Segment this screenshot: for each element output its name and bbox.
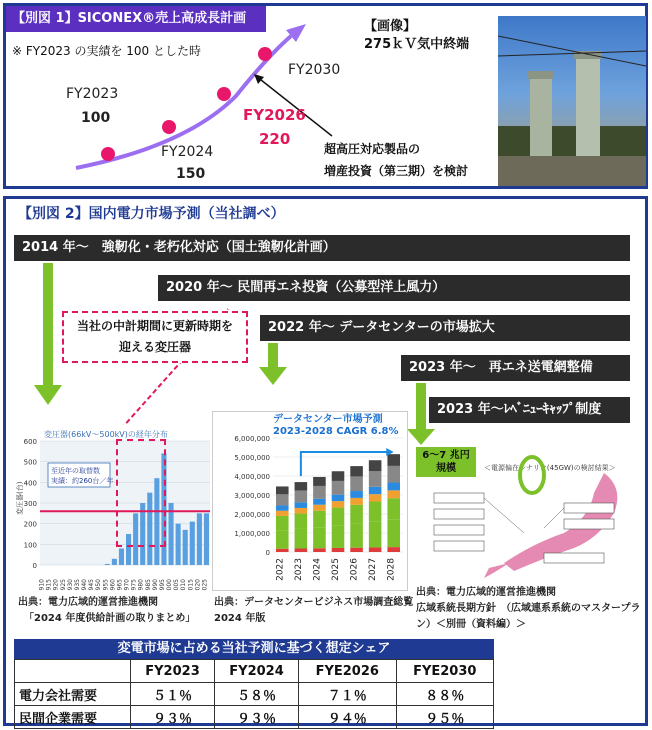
- left-chart-source: [18, 595, 195, 627]
- transformer-callout-line2: 迎える変圧器: [118, 340, 191, 354]
- bar: [169, 503, 174, 565]
- bar-segment: [387, 498, 400, 520]
- row-label-private: 民間企業需要: [15, 706, 131, 729]
- bar-segment: [313, 486, 326, 499]
- bar-segment: [332, 481, 345, 495]
- bar-segment: [276, 530, 289, 548]
- table-cell: ９４％: [299, 706, 396, 729]
- marker-fy2026: [217, 87, 231, 101]
- bar: [176, 524, 181, 565]
- timeline-bar-2020: 2020 年～ 民間再エネ投資（公募型洋上風力）: [158, 275, 630, 301]
- y-tick-label: 300: [23, 500, 37, 508]
- photo-caption-line1: 【画像】: [364, 19, 417, 34]
- value-fy2023: 100: [81, 110, 111, 126]
- table-cell: ９３％: [215, 706, 299, 729]
- share-table: [14, 659, 494, 729]
- bar-segment: [350, 466, 363, 476]
- table-cell: ８８％: [396, 683, 494, 706]
- x-tick-label: 1935: [73, 579, 81, 591]
- col-fy2024: FY2024: [215, 660, 299, 683]
- dc-chart-source-line1: 出典：データセンタービジネス市場調査総覧: [214, 597, 414, 608]
- bar-segment: [332, 508, 345, 526]
- table-cell: ９５％: [396, 706, 494, 729]
- y-axis-label: 変圧器(台): [16, 481, 24, 515]
- bar-segment: [313, 527, 326, 548]
- grid-masterplan-figure: [414, 443, 644, 583]
- bar-segment: [350, 476, 363, 491]
- y-tick-label: 1,000,000: [234, 530, 270, 538]
- bar: [119, 548, 124, 565]
- x-tick-label: 1975: [130, 579, 138, 591]
- x-tick-label: 1925: [59, 579, 67, 591]
- x-tick-label: 1930: [66, 579, 74, 591]
- bar-segment: [295, 508, 308, 514]
- market-forecast-panel: [3, 196, 648, 726]
- timeline-bar-2022-dc: 2022 年～ データセンターの市場拡大: [260, 315, 630, 341]
- timeline-bar-2023-grid: 2023 年～ 再エネ送電網整備: [401, 355, 630, 381]
- bar-segment: [387, 520, 400, 547]
- bar-segment: [369, 522, 382, 548]
- bar-segment: [313, 499, 326, 505]
- col-fye2030: FYE2030: [396, 660, 494, 683]
- y-tick-label: 400: [23, 479, 37, 488]
- y-tick-label: 5,000,000: [234, 454, 270, 462]
- bar-segment: [387, 547, 400, 552]
- bar-segment: [387, 483, 400, 491]
- share-table-corner: [15, 660, 131, 683]
- table-cell: ５１％: [131, 683, 215, 706]
- grid-chart-source-line2: 広域系統長期方針 （広域連系系統のマスタープラン）＜別冊（資料編）＞: [416, 603, 641, 630]
- x-tick-label: 1950: [95, 579, 103, 591]
- bar-segment: [350, 548, 363, 552]
- x-tick-label: 1915: [45, 579, 53, 591]
- bar-segment: [369, 494, 382, 501]
- row-label-utility: 電力会社需要: [15, 683, 131, 706]
- share-table-header-row: [15, 660, 494, 683]
- investment-note-line2: 増産投資（第三期）を検討: [324, 164, 469, 178]
- transformer-age-chart-svg: [14, 425, 214, 591]
- bar: [190, 522, 195, 565]
- x-tick-label: 2023: [293, 558, 304, 581]
- datacenter-chart-svg: [213, 412, 409, 592]
- label-fy2026: FY2026: [243, 106, 306, 124]
- y-tick-label: 6,000,000: [234, 435, 270, 443]
- bar-segment: [295, 514, 308, 529]
- bar: [197, 513, 202, 565]
- dc-chart-title-1: データセンター市場予測: [273, 414, 383, 425]
- annotation-line2: 実績：約260台／年: [51, 477, 114, 485]
- x-tick-label: 2027: [368, 558, 379, 581]
- x-tick-label: 1940: [81, 579, 89, 591]
- y-tick-label: 3,000,000: [234, 492, 270, 500]
- marker-fy2024: [162, 120, 176, 134]
- bar-segment: [295, 482, 308, 490]
- bar-segment: [332, 495, 345, 501]
- marker-fy2030: [258, 47, 272, 61]
- sales-growth-panel: [3, 3, 648, 189]
- bar-segment: [350, 505, 363, 524]
- bar-segment: [313, 505, 326, 511]
- x-tick-label: 1910: [38, 579, 46, 591]
- y-tick-label: 500: [23, 458, 37, 467]
- baseline-note: ※ FY2023 の実績を 100 とした時: [12, 44, 201, 58]
- table-cell: ７１％: [299, 683, 396, 706]
- bar-segment: [369, 487, 382, 494]
- x-tick-label: 2020: [194, 579, 202, 591]
- photo-caption: [364, 18, 469, 54]
- bar: [105, 564, 110, 565]
- x-tick-label: 2022: [275, 558, 286, 581]
- x-tick-label: 1995: [158, 579, 166, 591]
- bar-segment: [350, 498, 363, 505]
- datacenter-chart: [212, 411, 408, 591]
- transformer-age-chart: [14, 425, 214, 591]
- annotation-line1: 至近年の取替数: [51, 467, 100, 475]
- table-row: [15, 683, 494, 706]
- bar-segment: [313, 477, 326, 486]
- x-tick-label: 2024: [312, 558, 323, 581]
- transformer-callout: [62, 311, 248, 363]
- bar-segment: [332, 525, 345, 548]
- bar-segment: [295, 549, 308, 552]
- bar-segment: [276, 494, 289, 505]
- x-tick-label: 1980: [137, 579, 145, 591]
- col-fye2026: FYE2026: [299, 660, 396, 683]
- bar-segment: [350, 524, 363, 548]
- termination-photo-drawing: [498, 16, 646, 186]
- highlight-box: [116, 439, 166, 547]
- label-fy2030: FY2030: [288, 62, 341, 78]
- share-table-title: 変電市場に占める当社予測に基づく想定シェア: [14, 639, 494, 659]
- y-tick-label: 600: [23, 438, 37, 446]
- bar-segment: [276, 505, 289, 510]
- bar-segment: [332, 501, 345, 507]
- bar-segment: [369, 502, 382, 522]
- x-tick-label: 2028: [386, 558, 397, 581]
- table-row: [15, 706, 494, 729]
- left-chart-source-line1: 出典：電力広域的運営推進機関: [18, 597, 158, 608]
- y-tick-label: 0: [32, 562, 37, 570]
- timeline-bar-2023-revenue-cap: 2023 年～ﾚﾍﾞﾆｭｰｷｬｯﾌﾟ制度: [429, 397, 630, 423]
- x-tick-label: 1970: [123, 579, 131, 591]
- label-fy2024: FY2024: [161, 144, 214, 160]
- bar-segment: [369, 471, 382, 487]
- x-tick-label: 1945: [88, 579, 96, 591]
- y-tick-label: 4,000,000: [234, 473, 270, 481]
- value-fy2026: 220: [259, 130, 291, 148]
- bar-segment: [313, 548, 326, 552]
- marker-fy2023: [101, 147, 115, 161]
- badge-line1: 6～7 兆円: [422, 450, 470, 461]
- x-tick-label: 2005: [173, 579, 181, 591]
- bar-segment: [350, 491, 363, 498]
- bar-segment: [313, 511, 326, 528]
- bar-segment: [369, 547, 382, 552]
- x-tick-label: 1955: [102, 579, 110, 591]
- bar: [204, 513, 209, 565]
- note-pointer-head: [254, 74, 264, 84]
- bar-segment: [276, 486, 289, 494]
- termination-photo: [498, 16, 646, 186]
- x-tick-label: 1960: [109, 579, 117, 591]
- dc-chart-source-line2: 2024 年版: [214, 613, 266, 624]
- panel1-title: 【別図 1】SICONEX®売上高成長計画: [6, 6, 266, 32]
- bar-segment: [387, 490, 400, 498]
- x-tick-label: 1990: [151, 579, 159, 591]
- dc-chart-title-2: 2023-2028 CAGR 6.8%: [273, 426, 399, 437]
- bar: [112, 559, 117, 565]
- chart-title: 変圧器(66kV～500kV)の経年分布: [44, 430, 168, 439]
- label-fy2023: FY2023: [66, 86, 119, 102]
- bar: [183, 530, 188, 565]
- x-tick-label: 2000: [166, 579, 174, 591]
- bar-segment: [295, 490, 308, 502]
- x-tick-label: 2025: [331, 558, 341, 581]
- transformer-callout-line1: 当社の中計期間に更新時期を: [76, 319, 233, 333]
- panel2-title: 【別図 2】国内電力市場予測（当社調べ）: [18, 206, 285, 222]
- grid-chart-source: [416, 585, 648, 633]
- bar-segment: [332, 471, 345, 481]
- left-chart-source-line2: 「2024 年度供給計画の取りまとめ」: [24, 613, 196, 624]
- x-tick-label: 2026: [349, 558, 360, 581]
- bar-segment: [295, 529, 308, 549]
- x-tick-label: 2010: [180, 579, 188, 591]
- grid-inner-title: ＜電源偏在シナリオ(45GW)の検討結果＞: [484, 464, 616, 472]
- bar-segment: [276, 511, 289, 516]
- timeline-bar-2014: 2014 年～ 強靭化・老朽化対応（国土強靭化計画）: [14, 235, 630, 261]
- y-tick-label: 100: [23, 541, 37, 550]
- bar-segment: [332, 548, 345, 552]
- y-tick-label: 2,000,000: [234, 511, 270, 519]
- bar-segment: [369, 460, 382, 471]
- investment-note: [324, 138, 468, 182]
- y-tick-label: 0: [265, 549, 270, 557]
- bar-segment: [387, 454, 400, 466]
- badge-line2: 規模: [436, 463, 456, 474]
- grid-chart-source-line1: 出典：電力広域的運営推進機関: [416, 587, 556, 598]
- bar-segment: [387, 466, 400, 483]
- x-tick-label: 1985: [144, 579, 152, 591]
- y-tick-label: 200: [23, 520, 37, 529]
- photo-caption-line2: 275ｋＶ気中終端: [364, 37, 470, 52]
- value-fy2024: 150: [176, 166, 206, 182]
- bar-segment: [276, 516, 289, 530]
- dc-chart-source: [214, 595, 413, 627]
- grid-map-drawing: [414, 443, 644, 583]
- table-cell: ９３％: [131, 706, 215, 729]
- x-tick-label: 2025: [201, 579, 209, 591]
- investment-note-line1: 超高圧対応製品の: [324, 142, 421, 156]
- x-tick-label: 1965: [116, 579, 124, 591]
- x-tick-label: 1920: [52, 579, 60, 591]
- col-fy2023: FY2023: [131, 660, 215, 683]
- bar-segment: [295, 502, 308, 508]
- table-cell: ５８％: [215, 683, 299, 706]
- x-tick-label: 2015: [187, 579, 195, 591]
- bar-segment: [276, 549, 289, 552]
